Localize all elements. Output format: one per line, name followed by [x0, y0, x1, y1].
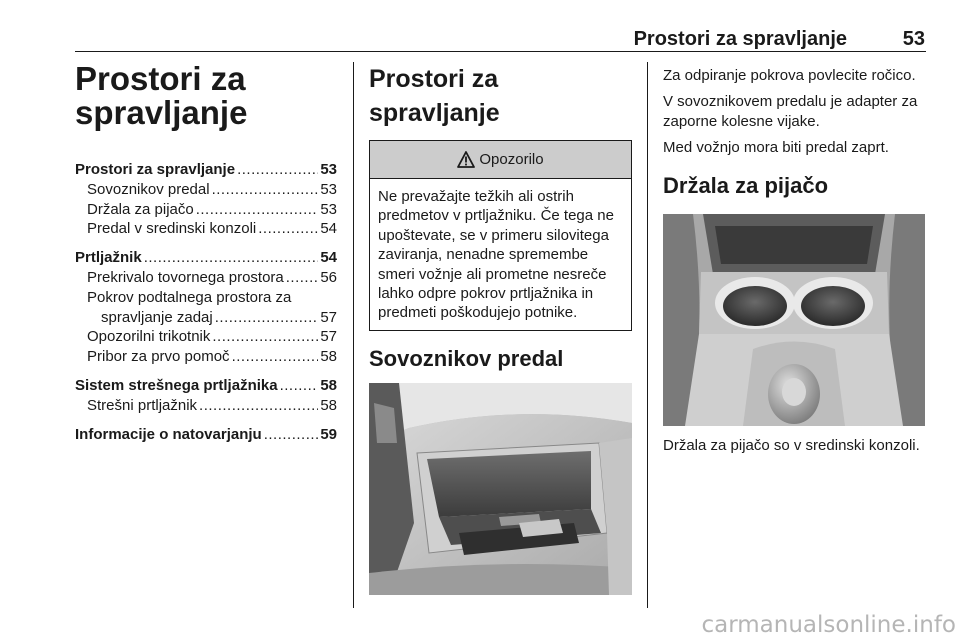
glovebox-illustration [369, 383, 632, 595]
page-header [75, 28, 925, 50]
table-of-contents [75, 160, 337, 444]
toc-leader [280, 376, 319, 396]
toc-entry[interactable] [75, 160, 337, 180]
toc-label: Prtljažnik [75, 249, 142, 267]
toc-page-number: 57 [320, 328, 337, 346]
adapter-text: V sovoznikovem predalu je adapter za zaporne kolesne vijake. [663, 93, 918, 130]
toc-page-number: 54 [320, 249, 337, 267]
toc-entry[interactable] [75, 180, 337, 200]
toc-leader [286, 268, 319, 288]
toc-leader [264, 425, 319, 445]
warning-triangle-icon [457, 151, 475, 168]
cupholder-title: Držala za pijačo [663, 172, 829, 198]
toc-label: Strešni prtljažnik [87, 396, 198, 414]
warning-box [369, 140, 632, 331]
toc-label: Informacije o natovarjanju [75, 425, 262, 443]
toc-label: Prekrivalo tovornega prostora [87, 268, 284, 286]
toc-leader [215, 308, 319, 328]
chapter-title-line1: Prostori za [75, 60, 246, 97]
toc-entry[interactable] [75, 268, 337, 288]
open-lid-text: Za odpiranje pokrova povlecite ročico. [663, 67, 916, 84]
toc-leader [232, 347, 319, 367]
toc-label: spravljanje zadaj [101, 308, 213, 326]
toc-page-number: 57 [320, 308, 337, 326]
watermark: carmanualsonline.info [701, 612, 956, 638]
toc-label: Držala za pijačo [87, 200, 194, 218]
chapter-title-line2: spravljanje [75, 94, 248, 131]
toc-entry[interactable] [75, 248, 337, 268]
warning-heading: Opozorilo [479, 151, 544, 168]
toc-page-number: 53 [320, 161, 337, 178]
toc-leader [258, 219, 318, 239]
toc-leader [199, 396, 318, 416]
warning-header [370, 141, 631, 179]
glovebox-title: Sovoznikov predal [369, 345, 564, 371]
section-title: Prostori za spravljanje [369, 65, 500, 127]
toc-entry[interactable] [75, 327, 337, 347]
chapter-title [75, 62, 337, 130]
toc-page-number: 58 [320, 396, 337, 414]
toc-leader [212, 327, 318, 347]
column-divider-left [353, 62, 354, 608]
toc-label: Prostori za spravljanje [75, 161, 236, 178]
toc-page-number: 53 [320, 200, 337, 218]
toc-label: Opozorilni trikotnik [87, 328, 211, 346]
keep-closed-text: Med vožnjo mora biti predal zaprt. [663, 139, 889, 157]
toc-entry[interactable] [75, 219, 337, 239]
toc-entry[interactable] [75, 308, 337, 328]
toc-entry[interactable] [75, 288, 337, 308]
toc-label: Sovoznikov predal [87, 180, 210, 198]
chapter-contents-column [75, 62, 337, 444]
toc-entry[interactable] [75, 396, 337, 416]
toc-leader [196, 200, 319, 220]
toc-page-number: 58 [320, 376, 337, 394]
running-title: Prostori za spravljanje [633, 28, 847, 50]
toc-entry[interactable] [75, 376, 337, 396]
toc-entry[interactable] [75, 200, 337, 220]
toc-page-number: 53 [320, 180, 337, 198]
toc-page-number: 58 [320, 348, 337, 366]
toc-entry[interactable] [75, 425, 337, 445]
page-number: 53 [902, 28, 925, 50]
toc-label: Predal v sredinski konzoli [87, 220, 257, 238]
toc-page-number: 56 [320, 268, 337, 286]
toc-page-number: 54 [320, 220, 337, 238]
toc-label: Sistem strešnega prtljažnika [75, 376, 278, 394]
toc-leader [144, 248, 319, 268]
toc-leader [237, 160, 318, 180]
toc-page-number: 59 [320, 425, 337, 443]
toc-leader [212, 180, 319, 200]
header-rule [75, 51, 926, 52]
column-divider-right [647, 62, 648, 608]
warning-text: Ne prevažajte težkih ali ostrih predmetov v prtljažniku. Če tega ne upoštevate, se v primeru silovitega zaviranja, nenadne spremembe smeri vožnje ali prometne nesreče lahko odpre pokrov prtljažnika in predmeti poškodujejo potnike. [378, 188, 614, 322]
cupholder-illustration [663, 214, 925, 426]
toc-label: Pribor za prvo pomoč [87, 348, 230, 366]
storage-section-column [369, 62, 633, 595]
toc-label: Pokrov podtalnega prostora za [87, 288, 292, 306]
right-text-column [663, 66, 925, 455]
toc-entry[interactable] [75, 347, 337, 367]
cupholder-caption: Držala za pijačo so v sredinski konzoli. [663, 436, 920, 454]
